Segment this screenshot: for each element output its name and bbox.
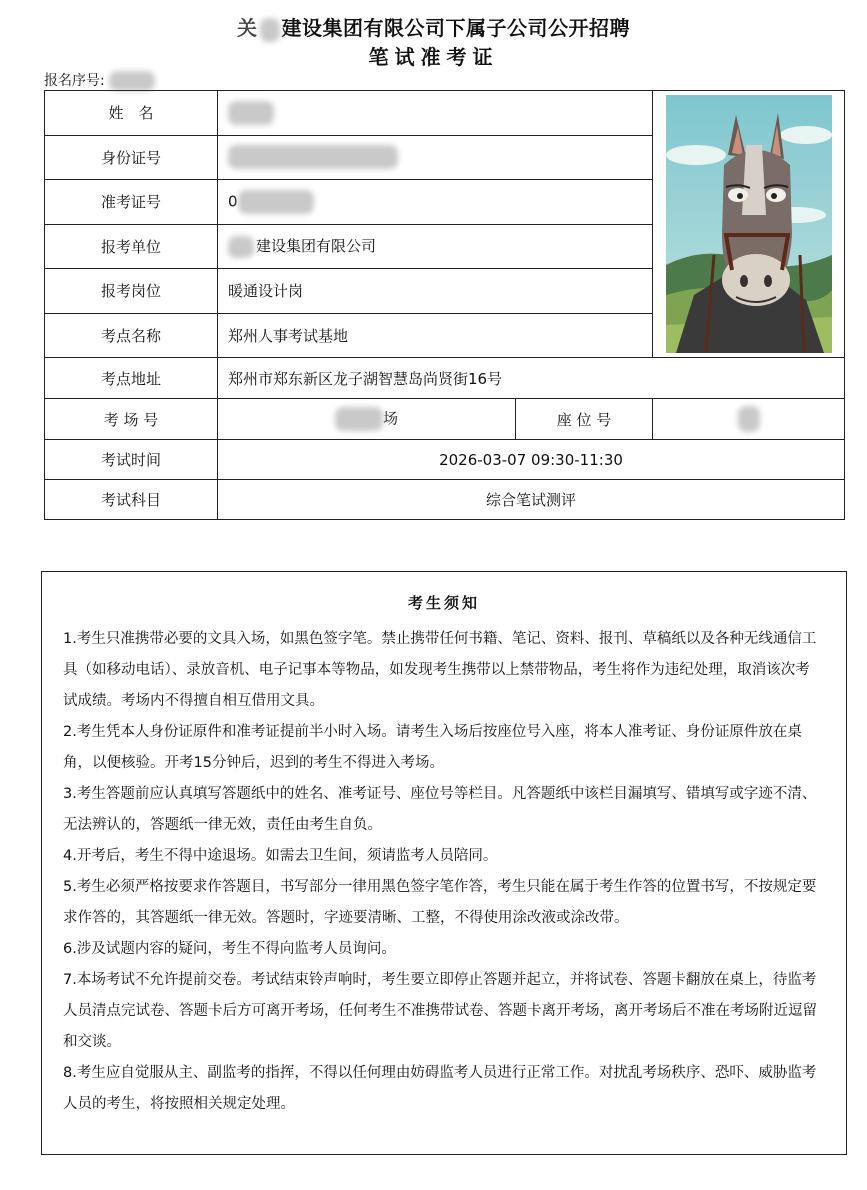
room-value: 场 bbox=[218, 399, 516, 440]
redacted-seat-number bbox=[738, 406, 760, 432]
title-prefix: 关 bbox=[237, 16, 258, 40]
ticket-value: 0 bbox=[218, 180, 653, 225]
time-label: 考试时间 bbox=[45, 440, 218, 480]
redacted-name bbox=[228, 101, 274, 125]
redacted-id-number bbox=[228, 145, 398, 169]
ticket-label: 准考证号 bbox=[45, 180, 218, 225]
seat-value bbox=[653, 399, 845, 440]
registration-number bbox=[44, 70, 155, 91]
candidate-photo bbox=[666, 95, 832, 353]
redacted-registration-number bbox=[109, 71, 155, 91]
subject-value: 综合笔试测评 bbox=[218, 480, 845, 520]
notice-item: 8.考生应自觉服从主、副监考的指挥，不得以任何理由妨碍监考人员进行正常工作。对扰乱考场秩序、恐吓、威胁监考人员的考生，将按照相关规定处理。 bbox=[63, 1065, 817, 1112]
redacted-company-prefix bbox=[260, 18, 280, 42]
notice-item: 3.考生答题前应认真填写答题纸中的姓名、准考证号、座位号等栏目。凡答题纸中该栏目漏填写、错填写或字迹不清、无法辨认的，答题纸一律无效，责任由考生自负。 bbox=[63, 786, 817, 833]
unit-label: 报考单位 bbox=[45, 224, 218, 269]
post-value: 暖通设计岗 bbox=[218, 269, 653, 314]
photo-cell bbox=[653, 91, 845, 358]
id-value bbox=[218, 135, 653, 180]
notice-item: 7.本场考试不允许提前交卷。考试结束铃声响时，考生要立即停止答题并起立，并将试卷、答题卡翻放在桌上，待监考人员清点完试卷、答题卡后方可离开考场，任何考生不准携带试卷、答题卡离开考场，离开考场后不准在考场附近逗留和交谈。 bbox=[63, 972, 817, 1050]
unit-value: 建设集团有限公司 bbox=[218, 224, 653, 269]
document-title bbox=[0, 12, 867, 42]
notice-item: 6.涉及试题内容的疑问，考生不得向监考人员询问。 bbox=[63, 941, 396, 957]
name-value bbox=[218, 91, 653, 136]
document-subtitle: 笔试准考证 bbox=[368, 45, 499, 69]
room-label: 考 场 号 bbox=[45, 399, 218, 440]
address-value: 郑州市郑东新区龙子湖智慧岛尚贤街16号 bbox=[218, 358, 845, 399]
address-label: 考点地址 bbox=[45, 358, 218, 399]
title-main: 建设集团有限公司下属子公司公开招聘 bbox=[281, 16, 630, 40]
name-label: 姓 名 bbox=[45, 91, 218, 136]
redacted-ticket-number bbox=[238, 190, 314, 214]
site-label: 考点名称 bbox=[45, 313, 218, 358]
candidate-notice bbox=[41, 571, 847, 1155]
registration-label: 报名序号: bbox=[44, 73, 105, 89]
admission-info-table bbox=[44, 90, 845, 520]
notice-item: 2.考生凭本人身份证原件和准考证提前半小时入场。请考生入场后按座位号入座，将本人准考证、身份证原件放在桌角，以便核验。开考15分钟后，迟到的考生不得进入考场。 bbox=[63, 724, 802, 771]
time-value: 2026-03-07 09:30-11:30 bbox=[218, 440, 845, 480]
notice-item: 1.考生只准携带必要的文具入场，如黑色签字笔。禁止携带任何书籍、笔记、资料、报刊、草稿纸以及各种无线通信工具（如移动电话）、录放音机、电子记事本等物品，如发现考生携带以上禁带物品，考生将作为违纪处理，取消该次考试成绩。考场内不得擅自相互借用文具。 bbox=[63, 631, 817, 709]
id-label: 身份证号 bbox=[45, 135, 218, 180]
redacted-room-number bbox=[335, 407, 383, 431]
notice-title: 考生须知 bbox=[407, 594, 480, 612]
notice-item: 4.开考后，考生不得中途退场。如需去卫生间，须请监考人员陪同。 bbox=[63, 848, 498, 864]
notice-item: 5.考生必须严格按要求作答题目，书写部分一律用黑色签字笔作答，考生只能在属于考生作答的位置书写，不按规定要求作答的，其答题纸一律无效。答题时，字迹要清晰、工整，不得使用涂改液或涂改带。 bbox=[63, 879, 817, 926]
seat-label: 座 位 号 bbox=[516, 399, 653, 440]
site-value: 郑州人事考试基地 bbox=[218, 313, 653, 358]
subject-label: 考试科目 bbox=[45, 480, 218, 520]
post-label: 报考岗位 bbox=[45, 269, 218, 314]
notice-body bbox=[63, 624, 823, 1120]
redacted-unit-prefix bbox=[228, 236, 254, 258]
